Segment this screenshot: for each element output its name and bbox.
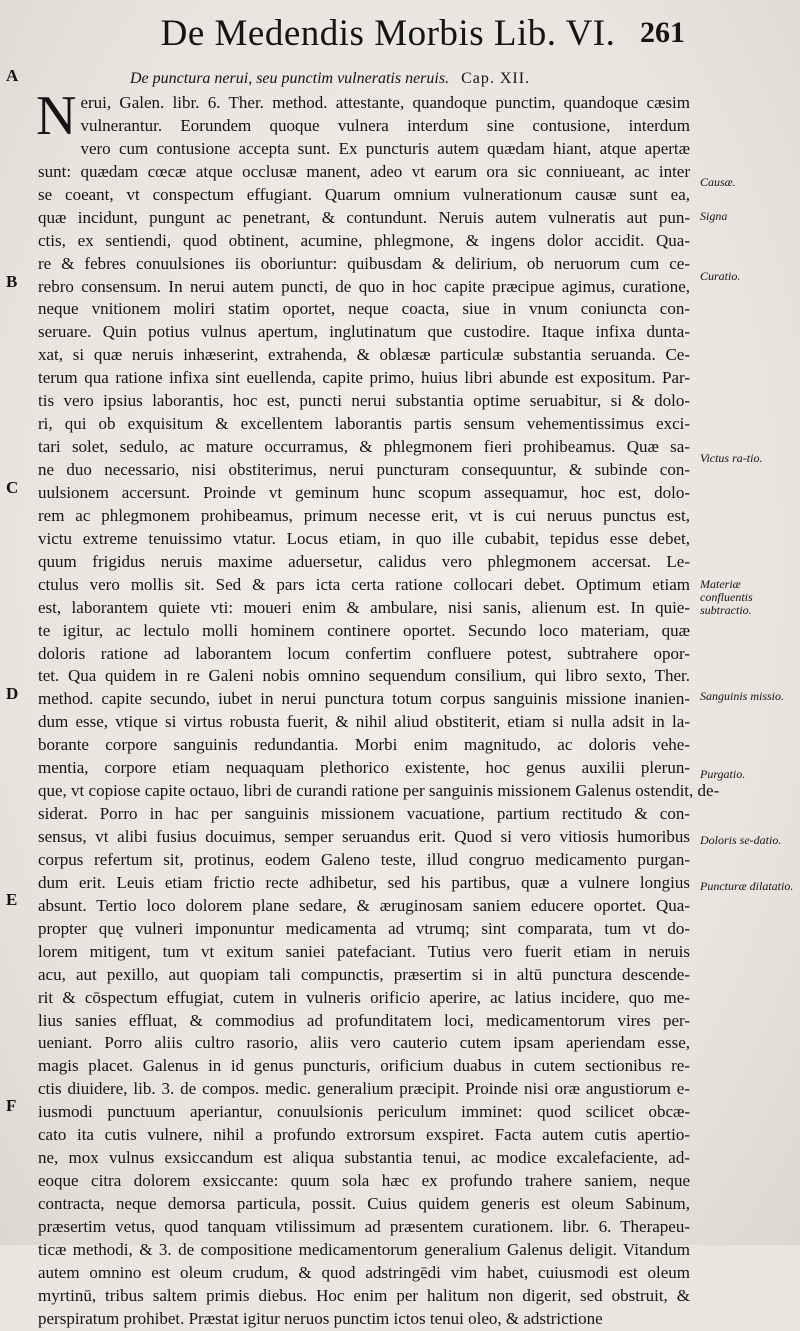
margin-note-materiae-subtractio: Materiæ confluentis subtractio. bbox=[700, 577, 753, 617]
margin-note-causae: Causæ. bbox=[700, 175, 736, 189]
text-line: ctis diuidere, lib. 3. de compos. medic. generalium præcipit. Proinde nisi oræ angustiorum e- bbox=[38, 1079, 690, 1099]
text-line: se coeant, vt conspectum effugiant. Quarum omnium vulnerationum causæ sunt ea, bbox=[38, 184, 690, 204]
section-letter-e: E bbox=[6, 890, 18, 909]
text-line: re & febres conuulsiones iis oboriuntur: quibusdam & delirium, ob neruorum cum ce- bbox=[38, 253, 690, 273]
text-line: præsertim vetus, quod tanquam vtilissimum ad præsentem curationem. libr. 6. Therapeu- bbox=[38, 1216, 690, 1236]
running-head bbox=[0, 12, 800, 62]
text-line: contracta, neque demorsa particula, possit. Cuius quidem generis est oleum Sabinum, bbox=[38, 1194, 690, 1213]
text-line: iusmodi punctuum aperiantur, conuulsionis periculum imminet: quod scilicet obcæ- bbox=[38, 1102, 690, 1122]
text-line: rit & cōspectum effugiat, cutem in vulneris orificio aperire, ac latius incidere, quo me- bbox=[38, 987, 690, 1007]
text-line: sunt: quædam cœcæ atque occlusæ manent, adeo vt earum ora sic conniueant, ac inter bbox=[38, 161, 690, 181]
text-line: tis vero ipsius laborantis, hoc est, puncti nerui substantia optime seruabitur, si & dolo- bbox=[38, 391, 690, 411]
text-line: borante corpore sanguinis redundantia. Morbi enim magnitudo, ac doloris vehe- bbox=[38, 735, 690, 755]
text-line: ticæ methodi, & 3. de compositione medicamentorum generalium Galenus deligit. Vitandum bbox=[38, 1239, 690, 1259]
text-line: propter quę vulneri imponuntur medicamenta ad vtrumq; sint comparata, tum vt do- bbox=[38, 918, 690, 938]
page-number: 261 bbox=[640, 16, 685, 49]
text-line: ctulus vero mollis sit. Sed & pars icta certa ratione collocari debet. Optimum etiam bbox=[38, 574, 690, 594]
text-line: autem omnino est oleum crudum, & quod adstringēdi vim habet, cuiusmodi est oleum bbox=[38, 1262, 690, 1282]
text-line: dum esse, vtique si virtus robusta fuerit, & nihil aliud obstiterit, etiam si nulla adsit in la- bbox=[38, 712, 690, 732]
text-line: terum qua ratione infixa sint euellenda, capite primo, huius libri abunde est expositum. Par- bbox=[38, 368, 690, 388]
margin-note-purgatio: Purgatio. bbox=[700, 767, 746, 781]
text-line: victu extreme tenuissimo vtatur. Locus etiam, in quo ille cubabit, tepidus esse debet, bbox=[38, 528, 690, 548]
text-line: cato ita cutis vulnere, nihil a profundo extrorsum exspiret. Facta autem cutis apertio- bbox=[38, 1125, 690, 1145]
text-line: dum erit. Leuis etiam frictio recte adhibetur, sed his partibus, quæ a vulnere longius bbox=[38, 872, 690, 892]
text-line: que, vt copiose capite octauo, libri de curandi ratione per sanguinis missionem Galenus ostendit, de- bbox=[38, 781, 720, 801]
text-line: mentia, corpore etiam nequaquam plethorico existente, hoc genus auxilii plerun- bbox=[38, 758, 690, 778]
margin-note-doloris-sedatio: Doloris se-datio. bbox=[700, 833, 782, 847]
text-line: eoque citra dolorem exsiccante: quum sola hæc ex profundo trahere saniem, neque bbox=[38, 1171, 690, 1191]
text-line: uulsionem accersunt. Proinde vt geminum hunc scopum assequamur, hoc est, dolo- bbox=[38, 482, 690, 502]
text-line: te igitur, ac lectulo molli hominem continere oportet. Secundo loco materiam, quæ bbox=[38, 620, 690, 640]
text-line: tet. Qua quidem in re Galeni nobis omnino sequendum consilium, qui libro sexto, Ther. bbox=[38, 666, 690, 686]
section-letter-d: D bbox=[6, 684, 19, 703]
text-line: quæ incidunt, pungunt ac penetrant, & contundunt. Neruis autem vulneratis aut pun- bbox=[38, 207, 690, 227]
text-line: erui, Galen. libr. 6. Ther. method. attestante, quandoque punctim, quandoque cæsim bbox=[80, 93, 690, 112]
chapter-heading bbox=[130, 70, 690, 88]
text-line: method. capite secundo, iubet in nerui punctura totum corpus sanguinis missione inanien- bbox=[38, 689, 690, 709]
section-letter-b: B bbox=[6, 272, 18, 291]
margin-note-signa: Signa bbox=[700, 209, 728, 223]
text-line: lorem mitigent, tum vt exitum saniei patefaciant. Tutius vero fuerit etiam in neruis bbox=[38, 941, 690, 961]
text-line: acu, aut pexillo, aut quopiam tali compunctis, præsertim si in altū punctura descende- bbox=[38, 964, 690, 984]
text-line: ri, qui ob exquisitum & excellentem laborantis partis sensum vehementissimus exci- bbox=[38, 414, 690, 434]
chapter-title: De punctura nerui, seu punctim vulneratis neruis. bbox=[130, 70, 450, 87]
text-line: rebro consensum. In nerui autem puncti, de quo in hoc capite præcipue agimus, curatione, bbox=[38, 276, 690, 296]
text-line: vero cum contusione accepta sunt. Ex puncturis autem quædam hiant, atque apertæ bbox=[80, 138, 690, 158]
text-line: perspiratum prohibet. Præstat igitur neruos punctim ictos tenui oleo, & adstrictione bbox=[38, 1308, 603, 1328]
margin-note-victus-ratio: Victus ra-tio. bbox=[700, 451, 763, 465]
text-line: absunt. Tertio loco dolorem plane sedare, & æruginosam saniem educere oportet. Qua- bbox=[38, 895, 690, 915]
margin-note-curatio: Curatio. bbox=[700, 269, 741, 283]
section-letter-c: C bbox=[6, 478, 19, 497]
text-line: seruare. Quin potius vulnus apertum, inglutinatum que custodire. Itaque infixa dunta- bbox=[38, 322, 690, 342]
drop-cap-initial: N bbox=[36, 85, 77, 147]
text-line: doloris ratione ad laborantem locum confertim confluere potest, subtrahere opor- bbox=[38, 643, 690, 663]
section-letter-f: F bbox=[6, 1096, 17, 1115]
text-line: ne duo necessario, nisi obstiterimus, nerui puncturam consequuntur, & subinde con- bbox=[38, 460, 690, 479]
text-line: quum frigidus neruis maxime aduersetur, calidus vero phlegmonem accersat. Le- bbox=[38, 551, 690, 571]
text-line: ueniant. Porro aliis cultro rasorio, aliis vero cauterio cutem ipsam aperiendam esse, bbox=[38, 1033, 690, 1053]
text-line: lius sanies effluat, & commodius ad profunditatem loci, medicamentorum vires per- bbox=[38, 1010, 690, 1030]
margin-note-sanguinis-missio: Sanguinis missio. bbox=[700, 689, 785, 703]
section-letter-a: A bbox=[6, 66, 19, 85]
text-line: ctis, ex sentiendi, quod obtinent, acumine, phlegmone, & ingens dolor accidit. Qua- bbox=[38, 230, 690, 250]
text-line: xat, si quæ neruis inhæserint, extrahenda, & oblæsæ particulæ substantia seruanda. Ce- bbox=[38, 345, 690, 365]
text-line: sensus, vt alibi fusius docuimus, semper seruandus erit. Quod si vero vitiosis humoribus bbox=[38, 827, 690, 846]
text-line: siderat. Porro in hac per sanguinis missionem vacuatione, partium rectitudo & con- bbox=[38, 804, 690, 824]
margin-note-puncturae-dilatatio: Puncturæ dilatatio. bbox=[700, 879, 794, 893]
text-line: ne, mox vulnus exsiccandum est aliqua substantia tenui, ac modice excalefaciente, ad- bbox=[38, 1148, 690, 1168]
text-line: magis placet. Galenus in id genus puncturis, orificium duabus in cutem sectionibus re- bbox=[38, 1056, 690, 1076]
chapter-number: Cap. XII. bbox=[461, 70, 531, 87]
text-line: myrtinū, tribus saltem primis diebus. Hoc enim per halitum non digerit, sed obstruit, & bbox=[38, 1285, 690, 1305]
running-title: De Medendis Morbis Lib. VI. bbox=[160, 13, 616, 54]
text-line: vulnerantur. Eorundem quoque vulnera interdum sine contusione, interdum bbox=[80, 115, 690, 135]
text-line: est, laborantem quiete vti: moueri enim & ambulare, nisi sanis, alienum est. In quie- bbox=[38, 597, 690, 617]
text-line: rem ac phlegmonem prohibeamus, primum necesse erit, vt is cui neruus punctus est, bbox=[38, 505, 690, 525]
text-line: corpus refertum sit, protinus, eodem Galeno teste, illud congruo medicamento purgan- bbox=[38, 849, 690, 869]
text-line: neque vnitionem moliri statim oportet, neque coacta, siue in vnum coniuncta con- bbox=[38, 299, 690, 319]
text-line: tari solet, sedulo, ac mature occurramus, & phlegmonem fieri prohibeamus. Quæ sa- bbox=[38, 437, 690, 457]
